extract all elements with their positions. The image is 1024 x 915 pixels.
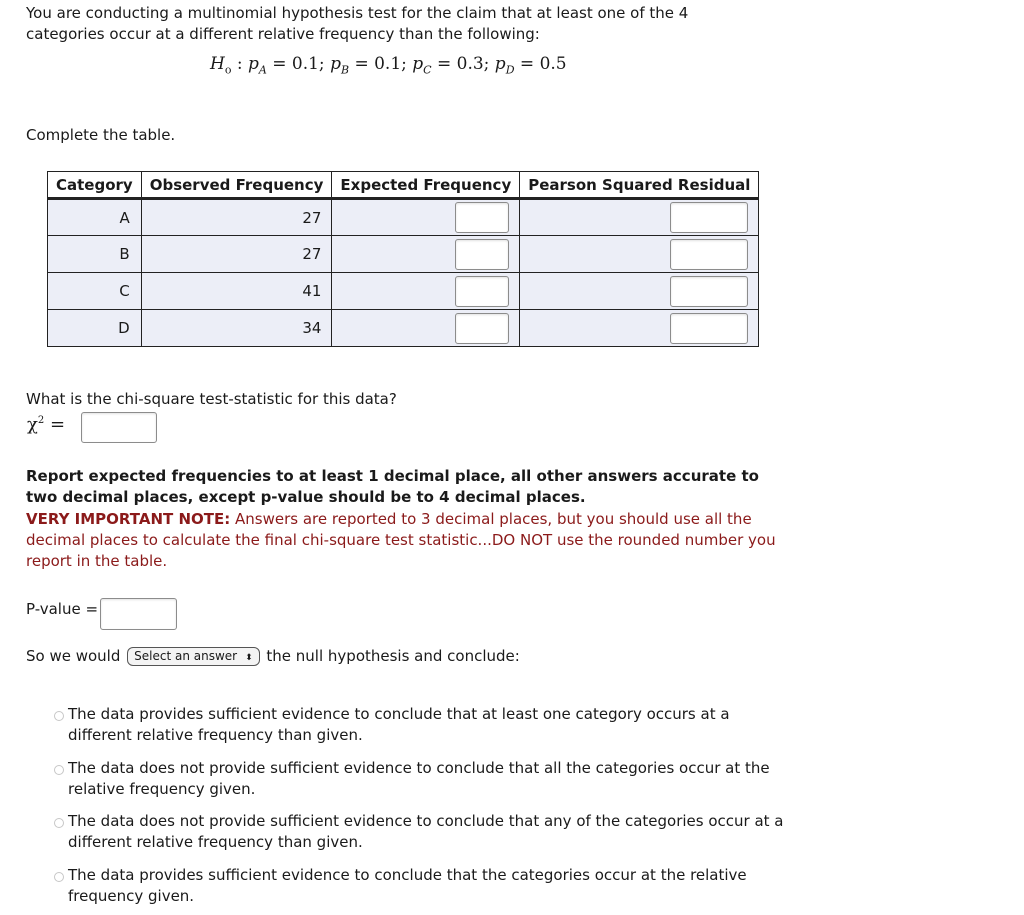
observed-cell: 41 — [141, 273, 332, 310]
decision-select-value: Select an answer — [134, 649, 238, 663]
option-label: The data provides sufficient evidence to conclude that at least one category occurs at a different relative frequency than given. — [68, 705, 730, 744]
header-observed: Observed Frequency — [141, 172, 332, 199]
observed-cell: 34 — [141, 310, 332, 347]
hyp-colon: : — [231, 54, 248, 74]
conclusion-option-4[interactable] — [54, 865, 794, 907]
hyp-pa: p — [248, 54, 259, 74]
important-note — [26, 509, 786, 572]
table-row — [48, 199, 759, 236]
conclusion-prefix: So we would — [26, 647, 126, 665]
chi-equals: = — [44, 414, 66, 435]
conclusion-option-2[interactable] — [54, 758, 794, 800]
hyp-pd-sub: D — [505, 63, 515, 77]
conclusion-option-3[interactable] — [54, 811, 794, 853]
important-text: Answers are reported to 3 decimal places, but you should use all the decimal places to calculate the final chi-square test statistic...DO NOT use the rounded number you report in the table. — [26, 510, 776, 570]
chi-square-question: What is the chi-square test-statistic for this data? — [26, 390, 397, 408]
option-label: The data provides sufficient evidence to conclude that the categories occur at the relative frequency given. — [68, 866, 747, 905]
hyp-pb: p — [330, 54, 341, 74]
hyp-h: H — [210, 54, 225, 74]
table-row — [48, 310, 759, 347]
decision-select[interactable] — [127, 647, 260, 666]
problem-intro: You are conducting a multinomial hypothesis test for the claim that at least one of the 4 categories occur at a different relative frequency than the following: — [26, 4, 689, 43]
chi-power: 2 — [37, 415, 45, 426]
table-row — [48, 273, 759, 310]
hyp-pc: p — [412, 54, 424, 74]
category-cell: D — [48, 310, 142, 347]
residual-input-a[interactable] — [670, 202, 748, 233]
table-row — [48, 236, 759, 273]
hyp-pb-sub: B — [340, 63, 350, 77]
radio-button[interactable] — [54, 818, 64, 828]
p-value-label: P-value = — [26, 600, 99, 618]
hyp-h-sub: o — [224, 63, 232, 77]
hyp-pc-sub: C — [423, 63, 432, 77]
chi-square-input[interactable] — [81, 412, 157, 443]
hyp-pc-val: = 0.3; — [431, 54, 495, 74]
chi-square-symbol — [27, 414, 65, 435]
category-cell: C — [48, 273, 142, 310]
option-label: The data does not provide sufficient evidence to conclude that all the categories occur at the relative frequency given. — [68, 759, 770, 798]
hyp-pa-sub: A — [258, 63, 267, 77]
expected-input-b[interactable] — [455, 239, 509, 270]
expected-input-c[interactable] — [455, 276, 509, 307]
observed-cell: 27 — [141, 199, 332, 236]
residual-input-d[interactable] — [670, 313, 748, 344]
conclusion-option-1[interactable] — [54, 704, 794, 746]
category-cell: B — [48, 236, 142, 273]
header-residual: Pearson Squared Residual — [520, 172, 759, 199]
important-label: VERY IMPORTANT NOTE: — [26, 510, 231, 528]
residual-input-b[interactable] — [670, 239, 748, 270]
table-header-row — [48, 172, 759, 199]
header-expected: Expected Frequency — [332, 172, 520, 199]
hyp-pb-val: = 0.1; — [349, 54, 413, 74]
report-instructions: Report expected frequencies to at least 1 decimal place, all other answers accurate to two decimal places, except p-value should be to 4 decimal places. — [26, 467, 759, 506]
chi-letter: χ — [27, 414, 38, 435]
radio-button[interactable] — [54, 872, 64, 882]
observed-cell: 27 — [141, 236, 332, 273]
header-category: Category — [48, 172, 142, 199]
hyp-pa-val: = 0.1; — [266, 54, 331, 74]
complete-table-label: Complete the table. — [26, 126, 176, 144]
chevron-updown-icon: ⬍ — [245, 653, 253, 663]
option-label: The data does not provide sufficient evidence to conclude that any of the categories occur at a different relative frequency than given. — [68, 812, 784, 851]
expected-input-d[interactable] — [455, 313, 509, 344]
category-cell: A — [48, 199, 142, 236]
hyp-pd-val: = 0.5 — [514, 54, 567, 74]
radio-button[interactable] — [54, 711, 64, 721]
conclusion-suffix: the null hypothesis and conclude: — [261, 647, 520, 665]
expected-input-a[interactable] — [455, 202, 509, 233]
conclusion-sentence — [26, 647, 520, 666]
null-hypothesis — [210, 54, 567, 76]
frequency-table — [47, 171, 759, 347]
hyp-pd: p — [494, 54, 506, 74]
p-value-input[interactable] — [100, 598, 177, 630]
residual-input-c[interactable] — [670, 276, 748, 307]
radio-button[interactable] — [54, 765, 64, 775]
